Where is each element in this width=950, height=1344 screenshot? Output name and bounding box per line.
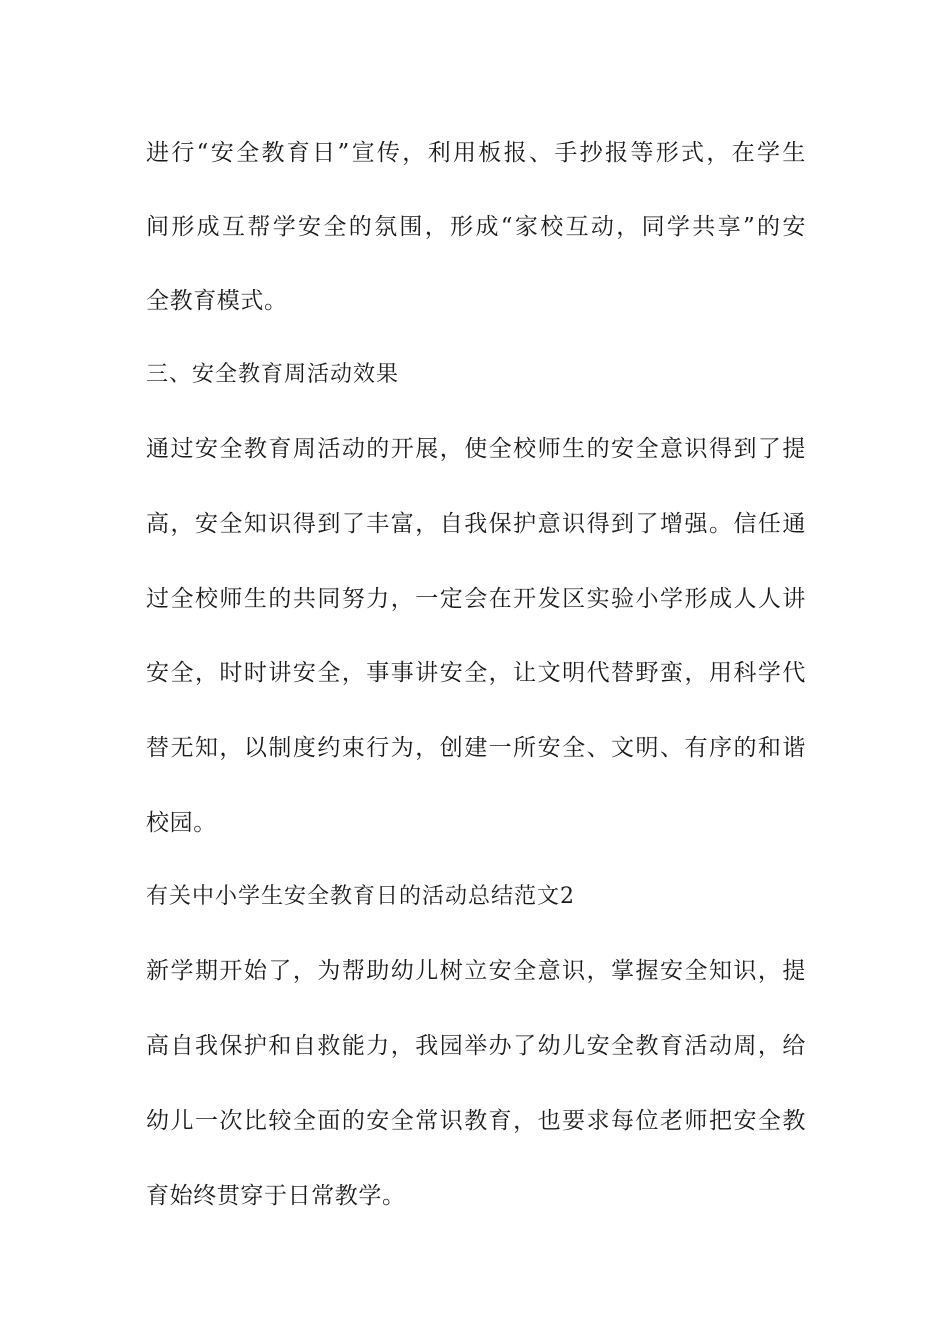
paragraph-line: 安全，时时讲安全，事事讲安全，让文明代替野蛮，用科学代 [146,660,806,686]
paragraph-line: 进行“安全教育日”宣传，利用板报、手抄报等形式，在学生 [146,140,806,166]
paragraph-line: 通过安全教育周活动的开展，使全校师生的安全意识得到了提 [146,436,806,462]
paragraph-line: 校园。 [146,810,217,836]
article-title: 有关中小学生安全教育日的活动总结范文2 [146,884,575,909]
paragraph-line: 间形成互帮学安全的氛围，形成“家校互动，同学共享”的安 [146,214,806,240]
paragraph-line: 新学期开始了，为帮助幼儿树立安全意识，掌握安全知识，提 [146,958,806,984]
paragraph-line: 替无知，以制度约束行为，创建一所安全、文明、有序的和谐 [146,735,806,761]
paragraph-line: 高自我保护和自救能力，我园举办了幼儿安全教育活动周，给 [146,1033,806,1059]
paragraph-line: 全教育模式。 [146,288,288,314]
paragraph-line: 高，安全知识得到了丰富，自我保护意识得到了增强。信任通 [146,511,806,537]
paragraph-line: 幼儿一次比较全面的安全常识教育，也要求每位老师把安全教 [146,1108,806,1134]
paragraph-line: 育始终贯穿于日常教学。 [146,1183,406,1209]
section-heading: 三、安全教育周活动效果 [146,362,400,387]
paragraph-line: 过全校师生的共同努力，一定会在开发区实验小学形成人人讲 [146,586,806,612]
